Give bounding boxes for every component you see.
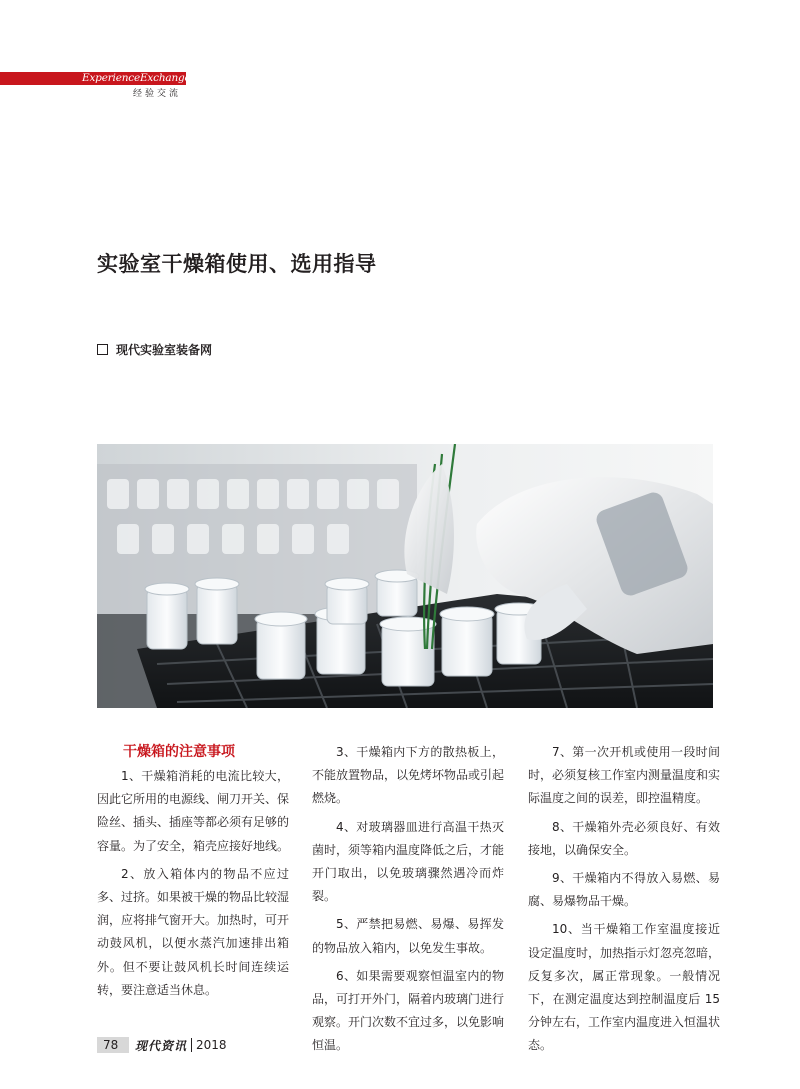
paragraph: 7、第一次开机或使用一段时间时，必须复核工作室内测量温度和实际温度之间的误差，即控温精度。: [528, 745, 721, 806]
paragraph: 5、严禁把易燃、易爆、易挥发的物品放入箱内，以免发生事故。: [312, 917, 504, 955]
paragraph: 10、当干燥箱工作室温度接近设定温度时，加热指示灯忽亮忽暗，反复多次，属正常现象。一般情况下，在测定温度达到控制温度后 15 分钟左右，工作室内温度进入恒温状态。: [528, 922, 721, 1053]
author-line: [97, 341, 212, 358]
paragraph: 9、干燥箱内不得放入易燃、易腐、易爆物品干燥。: [528, 871, 720, 909]
section-name-english: ExperienceExchange: [82, 72, 191, 84]
header-divider: [0, 84, 186, 85]
lab-sample-tubes-illustration: [97, 444, 713, 708]
paragraph: 2、放入箱体内的物品不应过多、过挤。如果被干燥的物品比较湿润，应将排气窗开大。加热时，可开动鼓风机，以便水蒸汽加速排出箱外。但不要让鼓风机长时间连续运转，要注意适当休息。: [97, 866, 290, 997]
body-column-3: [528, 741, 720, 1063]
article-title: 实验室干燥箱使用、选用指导: [97, 252, 377, 276]
footer-divider: [191, 1038, 192, 1052]
paragraph: 3、干燥箱内下方的散热板上，不能放置物品，以免烤坏物品或引起燃烧。: [312, 745, 505, 806]
issue-year: 2018: [196, 1038, 227, 1052]
section-name-chinese: 经验交流: [133, 89, 182, 99]
paragraph: 6、如果需要观察恒温室内的物品，可打开外门，隔着内玻璃门进行观察。开门次数不宜过多，以免影响恒温。: [312, 968, 505, 1053]
page-number: 78: [97, 1037, 129, 1053]
article-photo: [97, 444, 713, 708]
checkbox-square-icon: [97, 344, 108, 355]
paragraph: 1、干燥箱消耗的电流比较大，因此它所用的电源线、闸刀开关、保险丝、插头、插座等都必须有足够的容量。为了安全，箱壳应接好地线。: [97, 769, 290, 853]
magazine-name: 现代资讯: [135, 1038, 188, 1053]
paragraph: 8、干燥箱外壳必须良好、有效接地，以确保安全。: [528, 819, 720, 857]
body-column-1: [97, 741, 289, 1007]
paragraph: 4、对玻璃器皿进行高温干热灭菌时，须等箱内温度降低之后，才能开门取出，以免玻璃骤然遇冷而炸裂。: [312, 819, 505, 904]
section-heading: 干燥箱的注意事项: [123, 744, 235, 760]
author-name: 现代实验室装备网: [116, 343, 213, 357]
page-footer: [97, 1037, 227, 1053]
body-column-2: [312, 741, 504, 1063]
